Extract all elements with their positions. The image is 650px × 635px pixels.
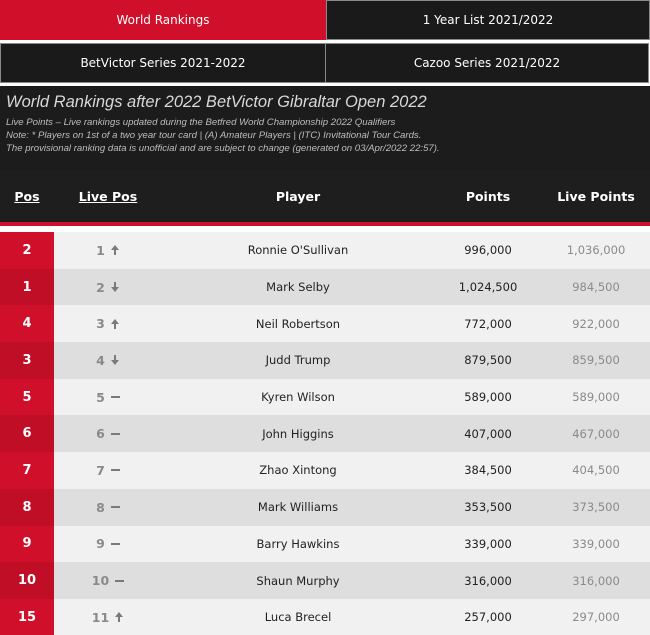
row-points: 316,000 — [464, 573, 512, 588]
row-live-pos — [54, 316, 162, 331]
row-live-points: 373,500 — [572, 500, 620, 515]
row-live-pos-value: 1 — [96, 242, 105, 258]
row-live-pos-value: 10 — [91, 573, 110, 589]
row-live-pos-value: 6 — [96, 426, 105, 442]
row-points: 589,000 — [464, 390, 512, 405]
row-pos: 4 — [0, 305, 54, 342]
up-arrow-icon — [114, 611, 124, 623]
header-live-pos[interactable]: Live Pos — [78, 188, 138, 204]
dash-icon — [110, 428, 120, 440]
row-pos: 7 — [0, 452, 54, 489]
row-pos: 2 — [0, 232, 54, 269]
tab-betvictor-series[interactable]: BetVictor Series 2021-2022 — [0, 43, 326, 83]
row-live-pos-value: 3 — [96, 316, 105, 332]
row-live-points: 297,000 — [572, 610, 620, 625]
row-live-pos-value: 11 — [91, 609, 110, 625]
row-live-points: 339,000 — [572, 536, 620, 551]
dash-icon — [110, 464, 120, 476]
row-live-points: 922,000 — [572, 316, 620, 331]
row-pos: 6 — [0, 415, 54, 452]
row-live-pos — [54, 500, 162, 515]
row-live-pos — [54, 353, 162, 368]
row-player: John Higgins — [262, 426, 334, 441]
table-row — [0, 269, 650, 306]
row-player: Zhao Xintong — [259, 463, 337, 478]
table-body — [0, 232, 650, 635]
tabs-row-bottom — [0, 43, 650, 83]
player-note: Note: * Players on 1st of a two year tour card | (A) Amateur Players | (ITC) Invitational Tour Cards. — [6, 130, 422, 141]
row-points: 996,000 — [464, 243, 512, 258]
row-player: Ronnie O'Sullivan — [247, 243, 349, 258]
row-player: Luca Brecel — [264, 610, 332, 625]
row-live-pos-value: 8 — [96, 499, 105, 515]
table-row — [0, 526, 650, 563]
header-pos[interactable]: Pos — [14, 188, 40, 204]
down-arrow-icon — [110, 354, 120, 366]
row-live-pos — [54, 243, 162, 258]
row-points: 257,000 — [464, 610, 512, 625]
row-live-pos-value: 5 — [96, 389, 105, 405]
row-player: Kyren Wilson — [261, 390, 335, 405]
dash-icon — [110, 391, 120, 403]
tab-cazoo-series[interactable]: Cazoo Series 2021/2022 — [325, 43, 649, 83]
row-points: 772,000 — [464, 316, 512, 331]
table-row — [0, 452, 650, 489]
row-pos: 1 — [0, 269, 54, 306]
header-player: Player — [275, 188, 321, 204]
row-live-points: 467,000 — [572, 426, 620, 441]
table-row — [0, 415, 650, 452]
row-player: Neil Robertson — [255, 316, 341, 331]
row-live-pos-value: 2 — [96, 279, 105, 295]
up-arrow-icon — [110, 318, 120, 330]
row-live-pos-value: 7 — [96, 462, 105, 478]
rankings-table — [0, 170, 650, 635]
info-panel — [0, 86, 650, 170]
row-live-pos-value: 4 — [96, 352, 105, 368]
dash-icon — [110, 538, 120, 550]
row-live-pos-value: 9 — [96, 536, 105, 552]
row-live-points: 984,500 — [572, 280, 620, 295]
page-title: World Rankings after 2022 BetVictor Gibraltar Open 2022 — [6, 93, 427, 111]
table-header — [0, 170, 650, 226]
row-live-points: 404,500 — [572, 463, 620, 478]
tab-world-rankings[interactable]: World Rankings — [0, 0, 326, 40]
row-live-points: 316,000 — [572, 573, 620, 588]
row-pos: 5 — [0, 379, 54, 416]
row-player: Mark Williams — [257, 500, 339, 515]
table-row — [0, 342, 650, 379]
row-points: 879,500 — [464, 353, 512, 368]
tabs-row-top — [0, 0, 650, 40]
row-points: 1,024,500 — [458, 280, 518, 295]
row-pos: 9 — [0, 526, 54, 563]
row-player: Mark Selby — [266, 280, 330, 295]
table-row — [0, 599, 650, 635]
row-pos: 8 — [0, 489, 54, 526]
table-row — [0, 232, 650, 269]
row-player: Shaun Murphy — [256, 573, 340, 588]
table-row — [0, 562, 650, 599]
row-player: Judd Trump — [265, 353, 331, 368]
row-live-pos — [54, 390, 162, 405]
row-live-pos — [54, 536, 162, 551]
live-points-note: Live Points – Live rankings updated during the Betfred World Championship 2022 Qualifiers — [6, 117, 396, 128]
table-row — [0, 379, 650, 416]
row-live-points: 1,036,000 — [566, 243, 626, 258]
row-points: 353,500 — [464, 500, 512, 515]
row-player: Barry Hawkins — [256, 536, 340, 551]
row-live-pos — [54, 280, 162, 295]
row-live-pos — [54, 426, 162, 441]
row-pos: 15 — [0, 599, 54, 635]
down-arrow-icon — [110, 281, 120, 293]
row-pos: 3 — [0, 342, 54, 379]
header-points: Points — [465, 188, 511, 204]
table-row — [0, 305, 650, 342]
disclaimer-note: The provisional ranking data is unofficial and are subject to change (generated on 03/Apr/2022 22:57). — [6, 143, 440, 154]
row-points: 407,000 — [464, 426, 512, 441]
row-live-points: 589,000 — [572, 390, 620, 405]
tab-1-year-list[interactable]: 1 Year List 2021/2022 — [326, 0, 650, 40]
up-arrow-icon — [110, 244, 120, 256]
row-points: 384,500 — [464, 463, 512, 478]
row-live-points: 859,500 — [572, 353, 620, 368]
row-points: 339,000 — [464, 536, 512, 551]
row-pos: 10 — [0, 562, 54, 599]
row-live-pos — [54, 610, 162, 625]
dash-icon — [110, 501, 120, 513]
dash-icon — [114, 575, 124, 587]
header-live-points: Live Points — [557, 188, 635, 204]
row-live-pos — [54, 463, 162, 478]
table-row — [0, 489, 650, 526]
row-live-pos — [54, 573, 162, 588]
